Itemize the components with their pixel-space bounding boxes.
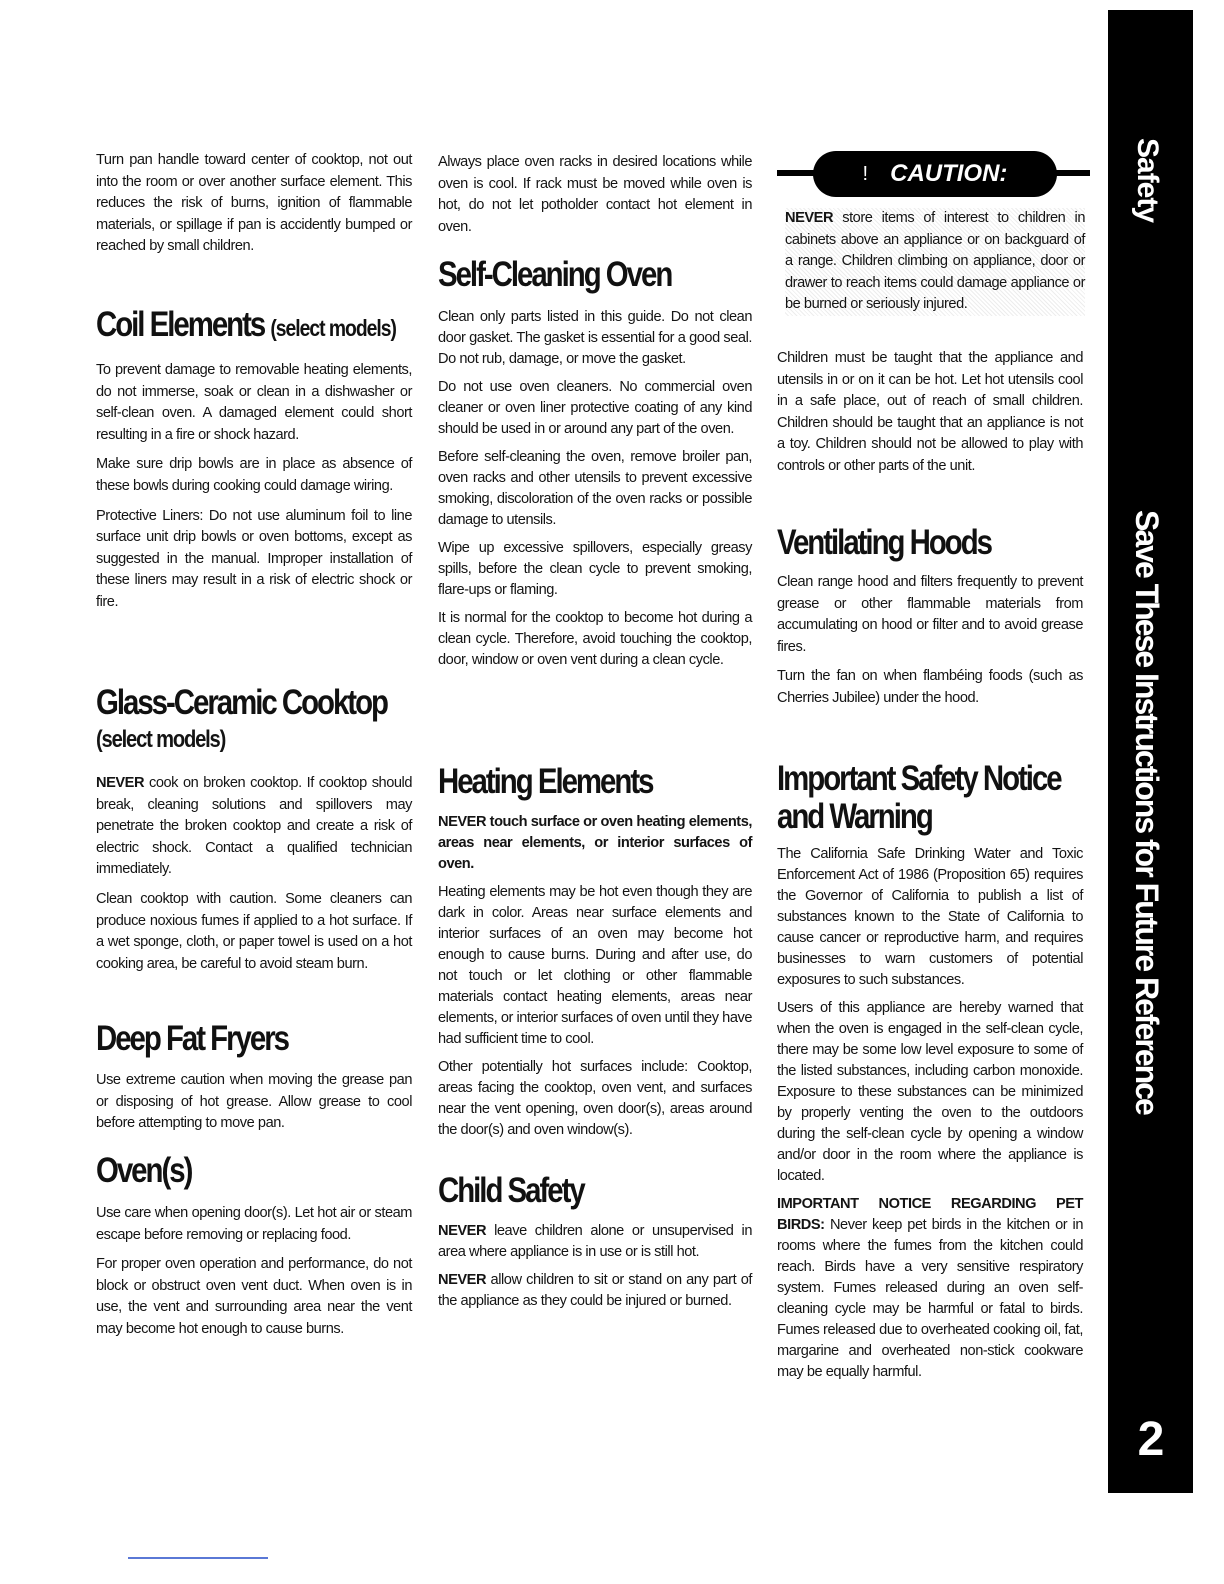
paragraph: Protective Liners: Do not use aluminum foil to line surface unit drip bowls or oven bottoms, except as suggested in the manual. Improper installation of these liners may result in a risk of electric shock or fire. xyxy=(96,507,412,610)
paragraph: Users of this appliance are hereby warned that when the oven is engaged in the self-clean cycle, there may be some low level exposure to some of the listed substances, including carbon monoxide. Exposure to these substances can be minimized by properly venting the oven to the outdoors during the self-clean cycle by opening a window and/or door in the room where the appliance is located. xyxy=(777,1000,1083,1184)
coil-elements-heading xyxy=(96,305,396,347)
never-lead: NEVER xyxy=(438,1223,487,1239)
glass-cooktop-section xyxy=(96,684,412,754)
coil-elements-body xyxy=(96,360,412,614)
paragraph xyxy=(777,1194,1083,1383)
children-block xyxy=(777,348,1083,478)
page-number: 2 xyxy=(1137,1413,1165,1466)
intro-block xyxy=(96,150,412,258)
paragraph: Make sure drip bowls are in place as absence of these bowls during cooking could damage wiring. xyxy=(96,456,412,494)
warning-paragraph: NEVER touch surface or oven heating elements, areas near elements, or interior surfaces of oven. xyxy=(438,814,752,872)
glass-cooktop-heading: Glass-Ceramic Cooktop xyxy=(96,683,387,722)
paragraph: It is normal for the cooktop to become hot during a clean cycle. Therefore, avoid touching the cooktop, door, window or oven vent during a clean cycle. xyxy=(438,610,752,668)
caution-label: CAUTION: xyxy=(890,160,1008,187)
heading-line-2: and Warning xyxy=(777,797,932,836)
deep-fat-fryers-body xyxy=(96,1070,412,1135)
self-cleaning-heading: Self-Cleaning Oven xyxy=(438,255,672,294)
heading-line-1: Important Safety Notice xyxy=(777,759,1061,798)
heading-text: Coil Elements xyxy=(96,305,265,344)
child-safety-heading: Child Safety xyxy=(438,1171,584,1210)
ovens-section xyxy=(96,1152,412,1190)
paragraph: For proper oven operation and performance, do not block or obstruct oven vent duct. When oven is in use, the vent and surrounding area near the vent may become hot enough to cause burns. xyxy=(96,1256,412,1337)
self-cleaning-section xyxy=(438,256,752,294)
paragraph: Heating elements may be hot even though they are dark in color. Areas near surface elements and interior surfaces of an oven may become hot enough to cause burns. During and after use, do not touch or let clothing or other flammable materials contact heating elements, areas near elements, or interior surfaces of oven until they have had sufficient time to cool. xyxy=(438,884,752,1047)
coil-elements-section xyxy=(96,306,412,347)
ventilating-hoods-body xyxy=(777,572,1083,710)
paragraph: Turn the fan on when flambéing foods (such as Cherries Jubilee) under the hood. xyxy=(777,668,1083,706)
paragraph: Clean only parts listed in this guide. Do not clean door gasket. The gasket is essential for a good seal. Do not rub, damage, or move the gasket. xyxy=(438,309,752,367)
ovens-heading: Oven(s) xyxy=(96,1151,192,1190)
heating-elements-heading: Heating Elements xyxy=(438,762,653,801)
exclamation-icon: ! xyxy=(862,162,869,185)
paragraph-text: store items of interest to children in cabinets above an appliance or on backguard of a range. Children climbing on appliance, door or drawer to reach items could damage appliance or be burned or seriously injured. xyxy=(785,210,1085,313)
glass-cooktop-body xyxy=(96,773,412,975)
safety-notice-body xyxy=(777,844,1083,1383)
paragraph: Use care when opening door(s). Let hot air or steam escape before removing or replacing food. xyxy=(96,1205,412,1243)
deep-fat-fryers-heading: Deep Fat Fryers xyxy=(96,1019,288,1058)
paragraph xyxy=(438,1270,752,1312)
paragraph: Wipe up excessive spillovers, especially greasy spills, before the clean cycle to prevent smoking, flare-ups or flaming. xyxy=(438,540,752,598)
heading-sub: (select models) xyxy=(270,315,396,341)
deep-fat-fryers-section xyxy=(96,1020,412,1058)
caution-banner xyxy=(813,151,1057,197)
caution-paragraph xyxy=(785,208,1085,316)
paragraph-text: cook on broken cooktop. If cooktop should break, cleaning solutions and spillovers may penetrate the broken cooktop and create a risk of electric shock. Contact a qualified technician immediately. xyxy=(96,775,412,878)
tab-safety-label: Safety xyxy=(1131,138,1164,223)
paragraph: Children must be taught that the appliance and utensils in or on it can be hot. Let hot utensils cool in a safe place, out of reach of small children. Children should be taught that an appliance is not a toy. Children should not be allowed to play with controls or other parts of the unit. xyxy=(777,350,1083,474)
paragraph-text: Never keep pet birds in the kitchen or in rooms where the fumes from the kitchen could reach. Birds have a very sensitive respiratory system. Fumes released during an oven self-cleaning cycle may be harmful or fatal to birds. Fumes released due to overheated cooking oil, fat, margarine and overheated non-stick cookware may be equally harmful. xyxy=(777,1217,1083,1380)
child-safety-body xyxy=(438,1221,752,1312)
heating-elements-body xyxy=(438,812,752,1141)
never-lead: NEVER xyxy=(96,775,145,791)
intro-paragraph: Turn pan handle toward center of cooktop, not out into the room or over another surface element. This reduces the risk of burns, ignition of flammable materials, or spillage if pan is accidently bumped or reached by small children. xyxy=(96,152,412,255)
paragraph: Clean cooktop with caution. Some cleaners can produce noxious fumes if applied to a hot surface. If a wet sponge, cloth, or paper towel is used on a hot cooking area, be careful to avoid steam burn. xyxy=(96,890,412,972)
paragraph: To prevent damage to removable heating elements, do not immerse, soak or clean in a dishwasher or self-clean oven. A damaged element could short resulting in a fire or shock hazard. xyxy=(96,362,412,443)
glass-cooktop-subheading: (select models) xyxy=(96,726,226,753)
safety-notice-section xyxy=(777,760,1083,836)
never-lead: NEVER xyxy=(785,210,834,226)
safety-notice-heading xyxy=(777,759,1061,836)
birds-lead: IMPORTANT NOTICE REGARDING PET BIRDS: xyxy=(777,1196,1083,1233)
never-lead: NEVER xyxy=(438,1272,487,1288)
section-tab xyxy=(1108,10,1193,1493)
ovens-body xyxy=(96,1203,412,1341)
self-cleaning-body xyxy=(438,307,752,671)
tab-save-instructions-label: Save These Instructions for Future Reference xyxy=(1129,510,1165,1114)
paragraph: Do not use oven cleaners. No commercial oven cleaner or oven liner protective coating of any kind should be used in or around any part of the oven. xyxy=(438,379,752,437)
ventilating-hoods-section xyxy=(777,524,1083,562)
paragraph-text: allow children to sit or stand on any part of the appliance as they could be injured or burned. xyxy=(438,1272,752,1309)
paragraph xyxy=(438,1221,752,1263)
paragraph: Use extreme caution when moving the grease pan or disposing of hot grease. Allow grease to cool before attempting to move pan. xyxy=(96,1072,412,1132)
intro-block xyxy=(438,152,752,238)
paragraph-text: leave children alone or unsupervised in area where appliance is in use or is still hot. xyxy=(438,1223,752,1260)
intro-paragraph: Always place oven racks in desired locations while oven is cool. If rack must be moved while oven is hot, do not let potholder contact hot element in oven. xyxy=(438,154,752,235)
paragraph: Other potentially hot surfaces include: Cooktop, areas facing the cooktop, oven vent, and surfaces near the vent opening, oven door(s), areas around the door(s) and oven window(s). xyxy=(438,1059,752,1138)
paragraph xyxy=(96,773,412,881)
heating-elements-section xyxy=(438,763,752,801)
bottom-rule xyxy=(128,1557,268,1559)
caution-text-box xyxy=(785,208,1085,316)
ventilating-hoods-heading: Ventilating Hoods xyxy=(777,523,992,562)
paragraph: Before self-cleaning the oven, remove broiler pan, oven racks and other utensils to prevent excessive smoking, discoloration of the oven racks or possible damage to utensils. xyxy=(438,449,752,528)
paragraph: Clean range hood and filters frequently to prevent grease or other flammable materials from accumulating on hood or filter and to avoid grease fires. xyxy=(777,574,1083,655)
paragraph: The California Safe Drinking Water and Toxic Enforcement Act of 1986 (Proposition 65) requires the Governor of California to publish a list of substances known to the State of California to cause cancer or reproductive harm, and requires businesses to warn customers of potential exposures to such substances. xyxy=(777,846,1083,988)
child-safety-section xyxy=(438,1172,752,1210)
